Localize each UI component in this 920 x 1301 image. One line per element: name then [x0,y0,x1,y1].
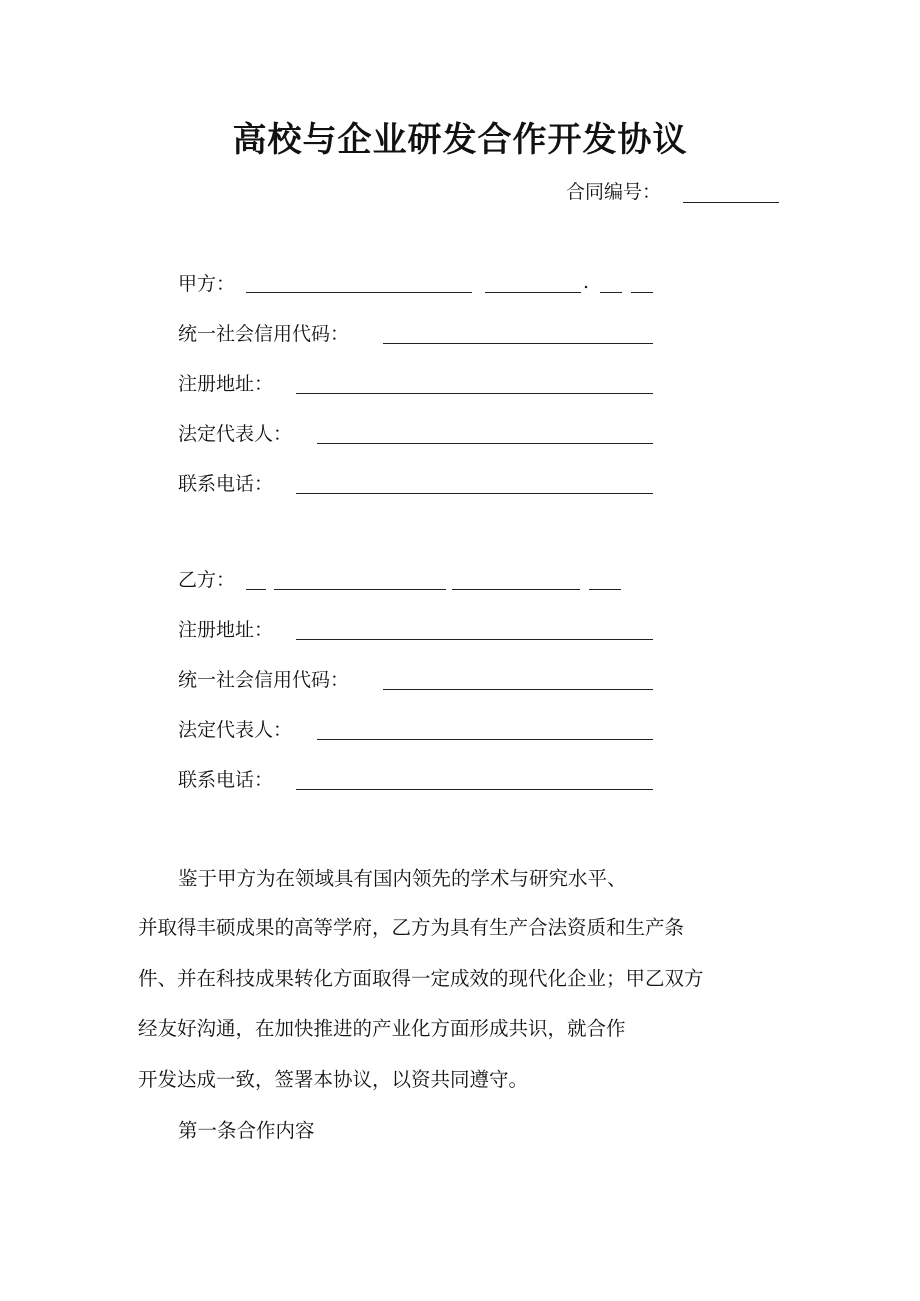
party-a-credit-code-blank[interactable] [383,343,653,344]
party-a-credit-code-label: 统一社会信用代码： [178,323,350,345]
party-a-phone-blank[interactable] [296,493,653,494]
party-a-name-blank-1[interactable] [246,292,472,293]
document-title: 高校与企业研发合作开发协议 [232,120,688,160]
contract-number-label: 合同编号： [566,181,662,203]
party-a-phone-label: 联系电话： [178,473,274,495]
party-b-legal-rep-label: 法定代表人： [178,719,293,741]
party-b-credit-code-label: 统一社会信用代码： [178,669,350,691]
party-b-label: 乙方： [178,569,236,591]
party-a-name-blank-2[interactable] [485,292,581,293]
party-a-name-blank-4[interactable] [631,292,653,293]
party-b-name-blank-4[interactable] [589,589,621,590]
body-line-4: 经友好沟通，在加快推进的产业化方面形成共识，就合作 [138,1017,626,1040]
party-a-label: 甲方： [178,273,236,295]
party-b-name-blank-3[interactable] [452,589,580,590]
party-a-address-label: 注册地址： [178,373,274,395]
party-a-legal-rep-blank[interactable] [317,443,653,444]
body-line-5: 开发达成一致，签署本协议，以资共同遵守。 [138,1068,529,1091]
body-line-1: 鉴于甲方为在领域具有国内领先的学术与研究水平、 [178,867,627,890]
party-b-legal-rep-blank[interactable] [317,739,653,740]
party-a-address-blank[interactable] [296,393,653,394]
party-b-name-blank-2[interactable] [274,589,446,590]
party-b-name-blank-1[interactable] [246,589,266,590]
party-b-credit-code-blank[interactable] [383,689,653,690]
party-b-phone-label: 联系电话： [178,769,274,791]
party-b-phone-blank[interactable] [296,789,653,790]
party-a-name-blank-3[interactable] [600,292,622,293]
body-line-2: 并取得丰硕成果的高等学府，乙方为具有生产合法资质和生产条 [138,916,685,939]
party-b-address-blank[interactable] [296,639,653,640]
party-a-legal-rep-label: 法定代表人： [178,423,293,445]
party-b-address-label: 注册地址： [178,619,274,641]
contract-number [566,178,661,206]
party-a-name-separator: . [583,271,590,293]
body-line-3: 件、并在科技成果转化方面取得一定成效的现代化企业；甲乙双方 [138,967,704,990]
contract-number-blank[interactable] [683,202,779,203]
section-heading: 第一条合作内容 [178,1119,315,1142]
